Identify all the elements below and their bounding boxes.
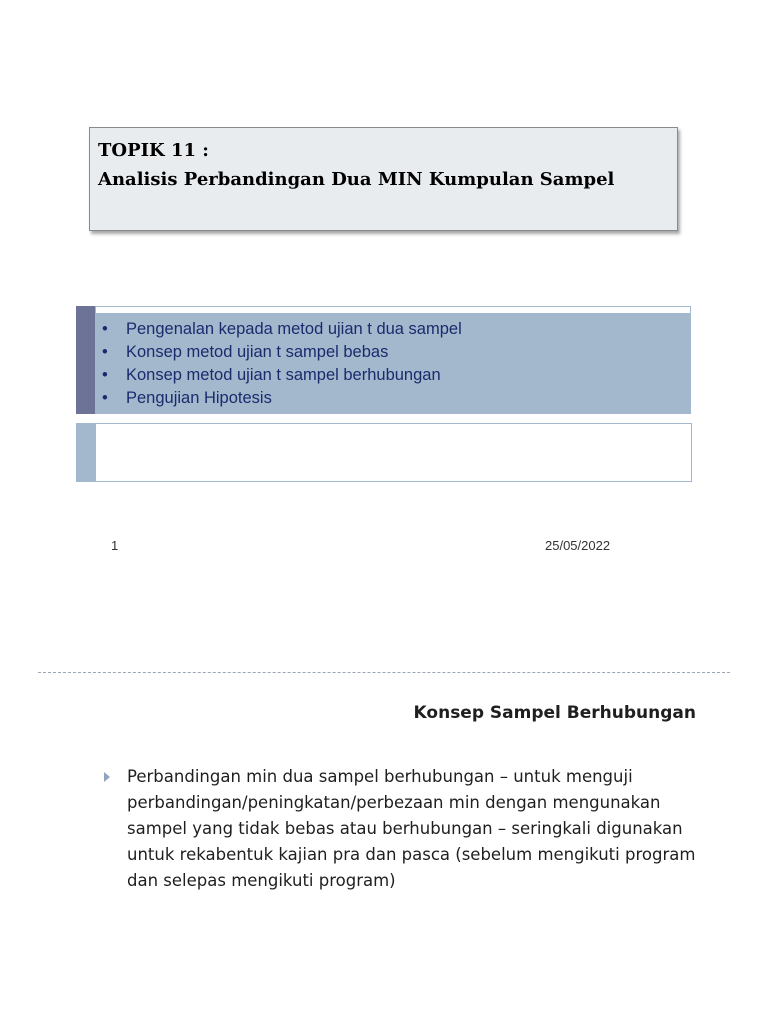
topic-outline-block <box>76 306 691 414</box>
slide-number: 1 <box>111 538 119 553</box>
bullet-dot-icon: • <box>102 343 108 361</box>
outline-item: • Konsep metod ujian t sampel bebas <box>102 341 462 364</box>
slide-date: 25/05/2022 <box>545 538 611 553</box>
outline-accent-bar <box>76 306 95 414</box>
triangle-right-icon <box>104 772 110 782</box>
bullet-dot-icon: • <box>102 366 108 384</box>
slide-body-text: Perbandingan min dua sampel berhubungan – untuk menguji perbandingan/peningkatan/perbezaan min dengan mengunakan sampel yang tidak bebas atau berhubungan – seringkali digunakan untuk rekabentuk kajian pra dan pasca (sebelum mengikuti program dan selepas mengikuti program) <box>127 767 696 890</box>
bullet-dot-icon: • <box>102 389 108 407</box>
outline-item: • Pengenalan kepada metod ujian t dua sampel <box>102 318 462 341</box>
bullet-dot-icon: • <box>102 320 108 338</box>
slide-title: Konsep Sampel Berhubungan <box>413 703 696 723</box>
topic-number: TOPIK 11 : <box>98 140 209 161</box>
outline-top-strip <box>95 306 691 313</box>
title-box <box>89 127 678 231</box>
outline-item: • Konsep metod ujian t sampel berhubungan <box>102 364 462 387</box>
outline-item: • Pengujian Hipotesis <box>102 387 462 410</box>
outline-list <box>102 318 462 410</box>
slide-2 <box>0 673 768 1024</box>
slide-body <box>104 764 704 894</box>
empty-block-accent-bar <box>77 424 96 481</box>
empty-content-block <box>76 423 692 482</box>
topic-title: Analisis Perbandingan Dua MIN Kumpulan Sampel <box>98 169 615 190</box>
